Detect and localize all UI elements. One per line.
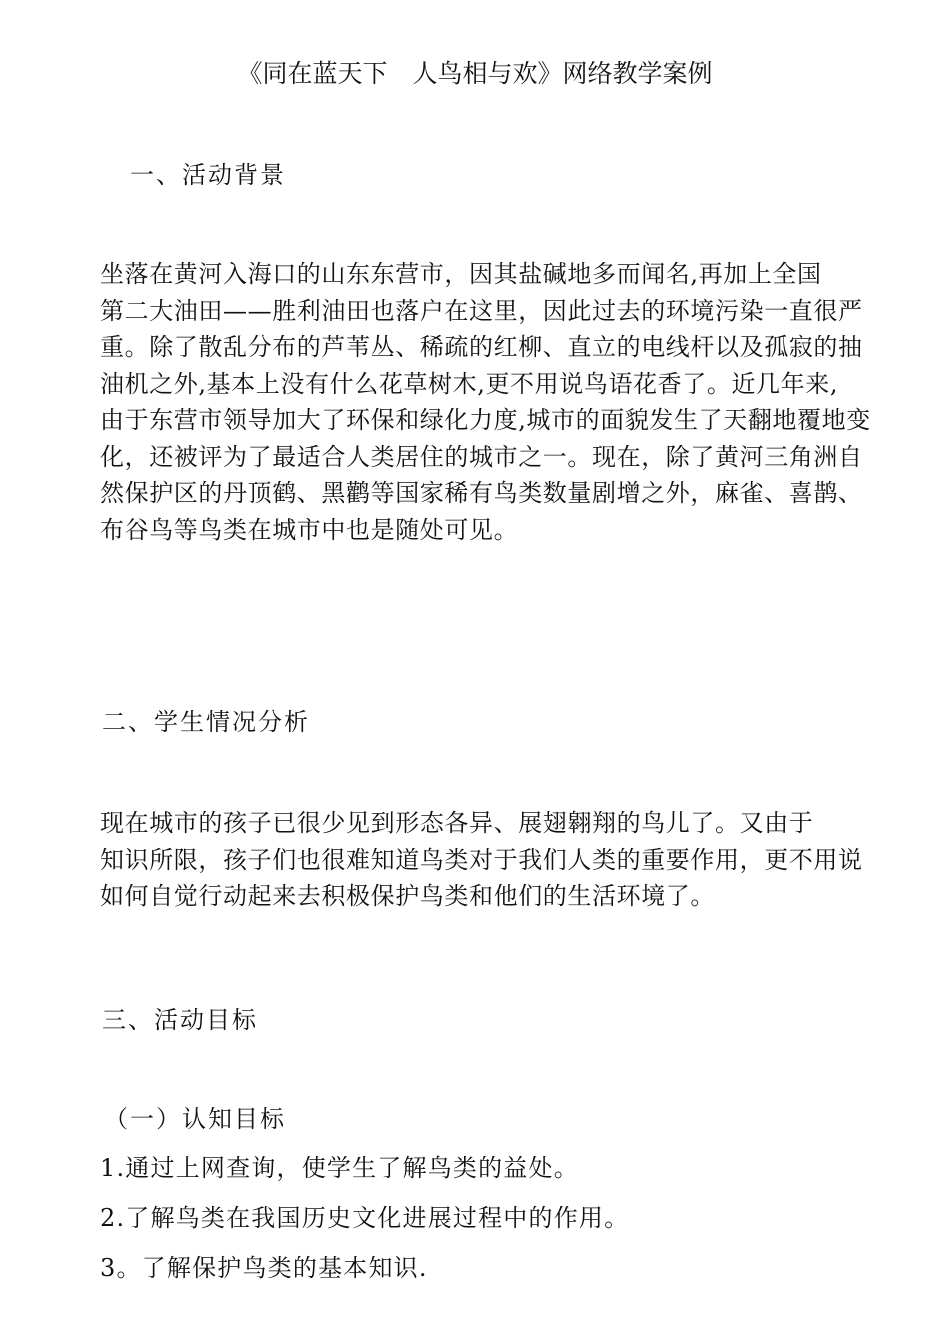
section-heading-student-analysis: 二、学生情况分析 — [102, 708, 310, 736]
background-paragraph — [48, 256, 904, 548]
section-heading-goals: 三、活动目标 — [102, 1006, 258, 1034]
paragraph-line: 知识所限，孩子们也很难知道鸟类对于我们人类的重要作用，更不用说 — [100, 845, 863, 874]
paragraph-line: 如何自觉行动起来去积极保护鸟类和他们的生活环境了。 — [100, 882, 715, 910]
paragraph-line: 由于东营市领导加大了环保和绿化力度,城市的面貌发生了天翻地覆地变 — [100, 406, 871, 434]
goal-item: 1.通过上网查询，使学生了解鸟类的益处。 — [100, 1154, 579, 1182]
document-title: 《同在蓝天下 人鸟相与欢》网络教学案例 — [237, 59, 713, 88]
paragraph-line: 重。除了散乱分布的芦苇丛、稀疏的红柳、直立的电线杆以及孤寂的抽 — [100, 333, 863, 361]
paragraph-line: 坐落在黄河入海口的山东东营市，因其盐碱地多而闻名,再加上全国 — [100, 260, 822, 288]
goal-item: 2.了解鸟类在我国历史文化进展过程中的作用。 — [100, 1204, 630, 1232]
subheading-cognitive-goals: （一）认知目标 — [104, 1105, 286, 1133]
paragraph-line: 第二大油田——胜利油田也落户在这里，因此过去的环境污染一直很严 — [100, 296, 863, 325]
paragraph-line: 然保护区的丹顶鹤、黑鹳等国家稀有鸟类数量剧增之外，麻雀、喜鹊、 — [100, 479, 863, 507]
paragraph-line: 油机之外,基本上没有什么花草树木,更不用说鸟语花香了。近几年来, — [100, 369, 839, 398]
paragraph-line: 布谷鸟等鸟类在城市中也是随处可见。 — [100, 515, 519, 544]
section-heading-background: 一、活动背景 — [130, 161, 286, 189]
goal-item: 3。了解保护鸟类的基本知识. — [100, 1254, 428, 1282]
paragraph-line: 化，还被评为了最适合人类居住的城市之一。现在，除了黄河三角洲自 — [100, 442, 863, 471]
paragraph-line: 现在城市的孩子已很少见到形态各异、展翅翱翔的鸟儿了。又由于 — [100, 809, 814, 837]
student-analysis-paragraph — [48, 805, 904, 915]
